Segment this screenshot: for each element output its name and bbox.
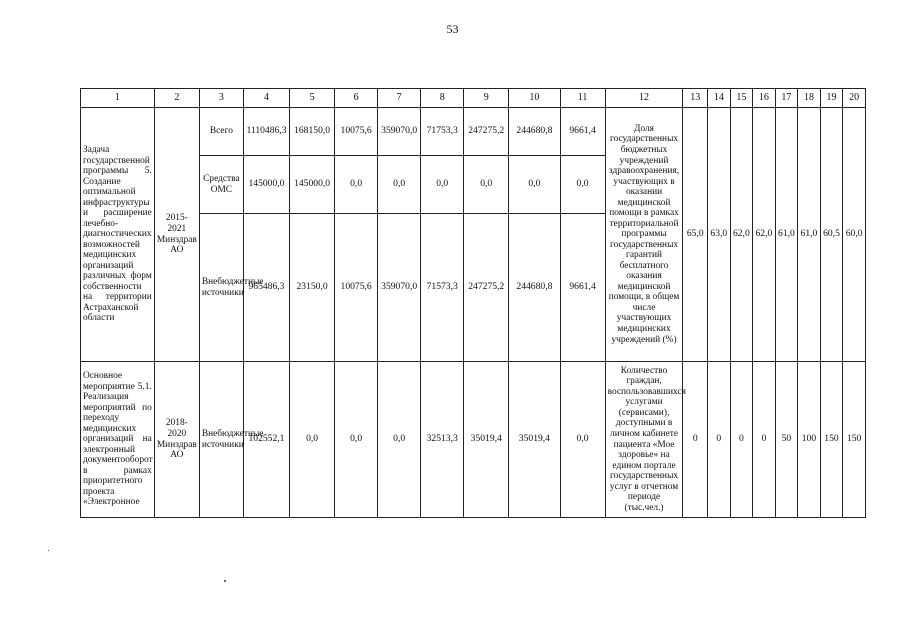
- value-cell: 0,0: [464, 156, 509, 214]
- col-header-20: 20: [843, 89, 866, 108]
- value-cell: 247275,2: [464, 214, 509, 362]
- value-cell: 10075,6: [335, 214, 378, 362]
- col-header-15: 15: [730, 89, 753, 108]
- value-cell: 10075,6: [335, 108, 378, 156]
- value-cell: 168150,0: [290, 108, 335, 156]
- target-cell: 150: [820, 362, 843, 518]
- target-cell: 0: [683, 362, 708, 518]
- target-cell: 62,0: [753, 108, 776, 362]
- value-cell: 0,0: [335, 362, 378, 518]
- value-cell: 0,0: [560, 362, 605, 518]
- period-cell: 2015-2021 Минздрав АО: [154, 108, 199, 362]
- target-cell: 62,0: [730, 108, 753, 362]
- value-cell: 71753,3: [421, 108, 464, 156]
- col-header-12: 12: [605, 89, 683, 108]
- col-header-19: 19: [820, 89, 843, 108]
- col-header-8: 8: [421, 89, 464, 108]
- col-header-6: 6: [335, 89, 378, 108]
- value-cell: 9661,4: [560, 108, 605, 156]
- target-cell: 0: [753, 362, 776, 518]
- source-label: Внебюджетные источники: [199, 362, 243, 518]
- value-cell: 0,0: [509, 156, 560, 214]
- table-row: [81, 108, 866, 156]
- value-cell: 71573,3: [421, 214, 464, 362]
- indicator-cell: Количество граждан, воспользовавшихся услугами (сервисами), доступными в личном кабинете пациента «Мое здоровье» на едином портале государственных услуг в отчетном периоде (тыс.чел.): [605, 362, 683, 518]
- target-cell: 50: [775, 362, 798, 518]
- value-cell: 35019,4: [509, 362, 560, 518]
- col-header-9: 9: [464, 89, 509, 108]
- target-cell: 0: [730, 362, 753, 518]
- table-header-row: [81, 89, 866, 108]
- value-cell: 359070,0: [378, 108, 421, 156]
- source-label: Всего: [199, 108, 243, 156]
- value-cell: 145000,0: [243, 156, 289, 214]
- col-header-10: 10: [509, 89, 560, 108]
- col-header-14: 14: [708, 89, 731, 108]
- col-header-4: 4: [243, 89, 289, 108]
- value-cell: 102552,1: [243, 362, 289, 518]
- target-cell: 100: [798, 362, 821, 518]
- value-cell: 9661,4: [560, 214, 605, 362]
- value-cell: 359070,0: [378, 214, 421, 362]
- value-cell: 0,0: [421, 156, 464, 214]
- col-header-7: 7: [378, 89, 421, 108]
- col-header-16: 16: [753, 89, 776, 108]
- value-cell: 0,0: [378, 156, 421, 214]
- table-row: [81, 362, 866, 518]
- value-cell: 35019,4: [464, 362, 509, 518]
- col-header-5: 5: [290, 89, 335, 108]
- value-cell: 1110486,3: [243, 108, 289, 156]
- target-cell: 60,5: [820, 108, 843, 362]
- target-cell: 60,0: [843, 108, 866, 362]
- col-header-1: 1: [81, 89, 155, 108]
- target-cell: 65,0: [683, 108, 708, 362]
- task-name-cell: Задача государственной программы 5. Создание оптимальной инфраструктуры и расширение лечебно-диагностических возможностей медицинских организаций различных форм собственности на территории Астраханской области: [81, 108, 155, 362]
- col-header-18: 18: [798, 89, 821, 108]
- period-cell: 2018-2020 Минздрав АО: [154, 362, 199, 518]
- indicator-cell: Доля государственных бюджетных учреждений здравоохранения, участвующих в оказании медицинской помощи в рамках территориальной программы государственных гарантий бесплатного оказания медицинской помощи, в общем числе участвующих медицинских учреждений (%): [605, 108, 683, 362]
- value-cell: 32513,3: [421, 362, 464, 518]
- col-header-2: 2: [154, 89, 199, 108]
- activity-name-cell: Основное мероприятие 5.1. Реализация мероприятий по переходу медицинских организаций на электронный документооборот в рамках приоритетного проекта «Электронное: [81, 362, 155, 518]
- value-cell: 965486,3: [243, 214, 289, 362]
- value-cell: 0,0: [290, 362, 335, 518]
- col-header-13: 13: [683, 89, 708, 108]
- scan-speck: [48, 550, 49, 551]
- col-header-17: 17: [775, 89, 798, 108]
- target-cell: 63,0: [708, 108, 731, 362]
- value-cell: 244680,8: [509, 108, 560, 156]
- value-cell: 0,0: [335, 156, 378, 214]
- scan-speck: [224, 580, 226, 582]
- source-label: Внебюджетные источники: [199, 214, 243, 362]
- value-cell: 247275,2: [464, 108, 509, 156]
- value-cell: 0,0: [560, 156, 605, 214]
- col-header-3: 3: [199, 89, 243, 108]
- target-cell: 61,0: [775, 108, 798, 362]
- value-cell: 145000,0: [290, 156, 335, 214]
- source-label: Средства ОМС: [199, 156, 243, 214]
- target-cell: 61,0: [798, 108, 821, 362]
- target-cell: 150: [843, 362, 866, 518]
- value-cell: 23150,0: [290, 214, 335, 362]
- target-cell: 0: [708, 362, 731, 518]
- value-cell: 0,0: [378, 362, 421, 518]
- program-table: [80, 88, 866, 518]
- col-header-11: 11: [560, 89, 605, 108]
- page-number: 53: [446, 22, 459, 36]
- value-cell: 244680,8: [509, 214, 560, 362]
